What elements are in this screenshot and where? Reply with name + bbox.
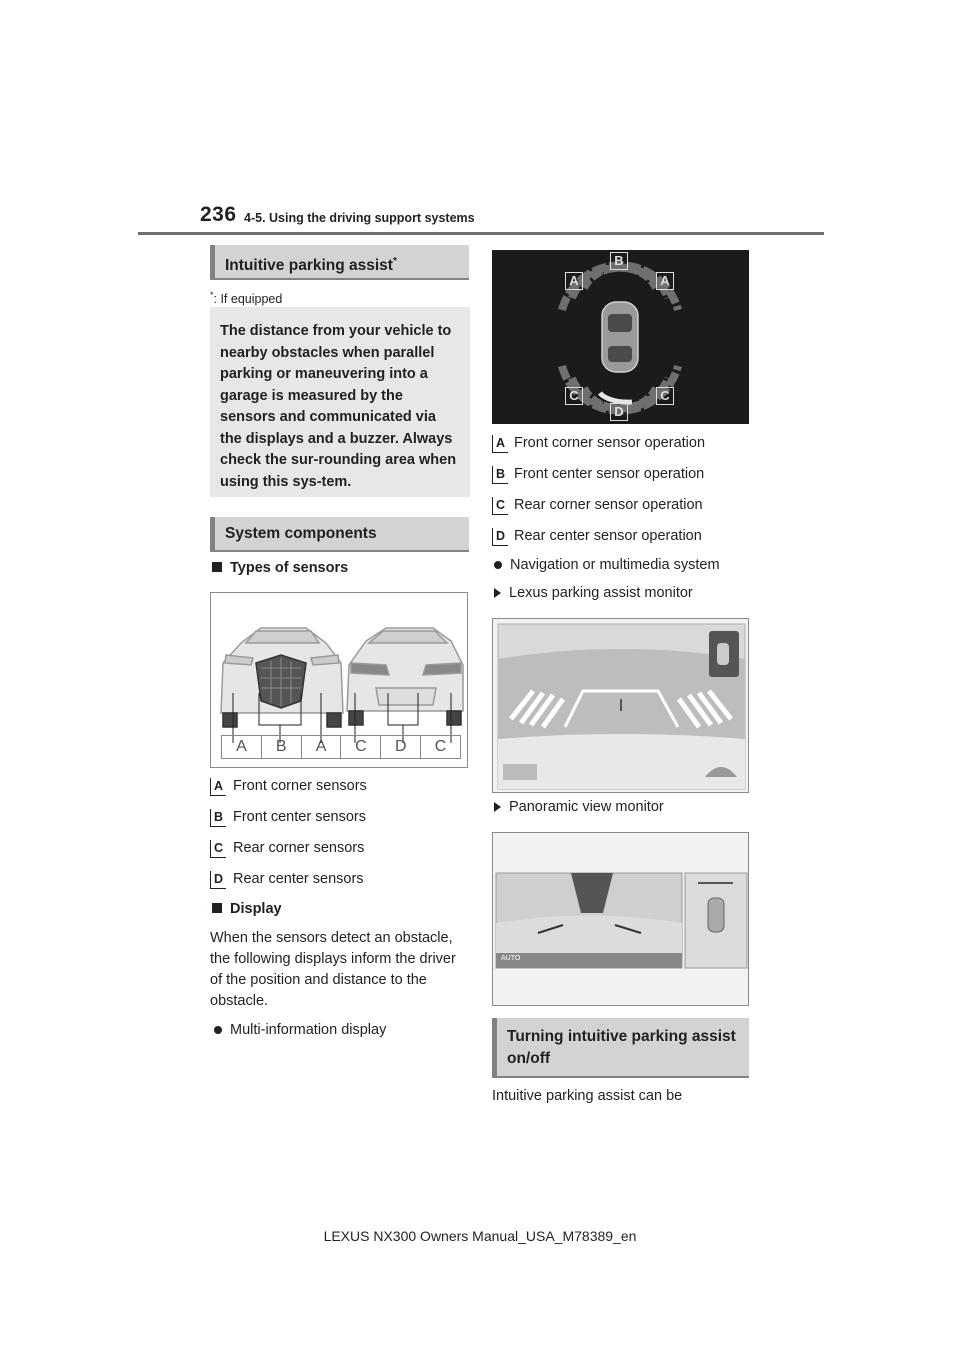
monitor-screen-illustration — [493, 619, 749, 793]
operation-a: Front corner sensor operation — [514, 435, 706, 451]
square-bullet-icon — [212, 562, 222, 572]
section-title: Intuitive parking assist — [225, 257, 393, 275]
panoramic-monitor-text: Panoramic view monitor — [509, 799, 664, 815]
operation-c: Rear corner sensor operation — [514, 497, 703, 513]
display-heading — [212, 901, 282, 917]
figure-label-c2: C — [421, 735, 461, 759]
footer: LEXUS NX300 Owners Manual_USA_M78389_en — [323, 1228, 637, 1244]
section-heading — [210, 245, 469, 280]
letter-a-badge: A — [210, 778, 226, 796]
turning-paragraph: Intuitive parking assist can be — [492, 1088, 683, 1104]
intro-text: The distance from your vehicle to nearby obstacles when parallel parking or maneuvering into a garage is measured by the sensors and communicated via the displays and a buzzer. Always check the sur-rounding area when using this sys-tem. — [220, 323, 457, 490]
diagram-label-c-right: C — [656, 387, 674, 405]
sensor-display-figure — [492, 250, 749, 424]
turning-title: Turning intuitive parking assist on/off — [507, 1028, 736, 1067]
operation-b: Front center sensor operation — [514, 466, 705, 482]
figure-label-row — [221, 735, 461, 759]
diagram-label-b: B — [610, 252, 628, 270]
footnote-mark: * — [210, 290, 214, 300]
letter-c-badge: C — [492, 497, 508, 515]
page-number: 236 — [200, 203, 237, 226]
footnote-text: : If equipped — [213, 292, 283, 307]
sensor-type-d: Rear center sensors — [233, 871, 364, 887]
lexus-monitor-figure — [492, 618, 749, 793]
arrow-right-icon — [494, 588, 501, 598]
sensor-type-b: Front center sensors — [233, 809, 366, 825]
figure-label-a1: A — [221, 735, 262, 759]
nav-bullet — [494, 557, 720, 573]
display-heading-text: Display — [230, 901, 282, 917]
diagram-label-a-left: A — [565, 272, 583, 290]
components-title: System components — [225, 525, 377, 542]
lexus-monitor-item — [494, 585, 693, 601]
car-rear-view — [347, 628, 463, 725]
footnote — [210, 290, 282, 306]
intro-box — [210, 307, 470, 497]
letter-c-badge: C — [210, 840, 226, 858]
diagram-label-a-right: A — [656, 272, 674, 290]
car-front-view — [221, 628, 343, 727]
panoramic-monitor-item — [494, 799, 664, 815]
diagram-label-c-left: C — [565, 387, 583, 405]
header-rule — [138, 232, 824, 235]
letter-b-badge: B — [210, 809, 226, 827]
letter-a-badge: A — [492, 435, 508, 453]
nav-bullet-text: Navigation or multimedia system — [510, 557, 720, 573]
figure-label-c1: C — [341, 735, 381, 759]
diagram-label-d: D — [610, 403, 628, 421]
auto-label: AUTO — [501, 955, 521, 962]
figure-label-d: D — [381, 735, 421, 759]
square-bullet-icon — [212, 903, 222, 913]
bullet-dot-icon — [494, 561, 502, 569]
sensor-type-a: Front corner sensors — [233, 778, 367, 794]
letter-b-badge: B — [492, 466, 508, 484]
components-heading — [210, 517, 469, 552]
multi-info-text: Multi-information display — [230, 1022, 387, 1038]
multi-info-bullet — [214, 1022, 386, 1038]
turning-heading — [492, 1018, 749, 1078]
arrow-right-icon — [494, 802, 501, 812]
sensor-location-figure — [210, 592, 468, 768]
active-segment — [600, 393, 632, 402]
letter-d-badge: D — [492, 528, 508, 546]
figure-label-b: B — [262, 735, 302, 759]
display-paragraph: When the sensors detect an obstacle, the following displays inform the driver of the position and distance to the obstacle. — [210, 930, 456, 1009]
panoramic-monitor-figure — [492, 832, 749, 1006]
panoramic-screen-illustration — [493, 833, 749, 1006]
bullet-dot-icon — [214, 1026, 222, 1034]
figure-label-a2: A — [302, 735, 342, 759]
types-heading-text: Types of sensors — [230, 560, 349, 576]
sensor-type-c: Rear corner sensors — [233, 840, 365, 856]
chapter-title: 4-5. Using the driving support systems — [244, 211, 475, 225]
types-heading — [212, 560, 348, 576]
lexus-monitor-text: Lexus parking assist monitor — [509, 585, 693, 601]
letter-d-badge: D — [210, 871, 226, 889]
operation-d: Rear center sensor operation — [514, 528, 702, 544]
car-top-view — [602, 302, 638, 372]
sensor-arc-illustration — [492, 250, 749, 424]
section-title-mark: * — [392, 256, 397, 267]
